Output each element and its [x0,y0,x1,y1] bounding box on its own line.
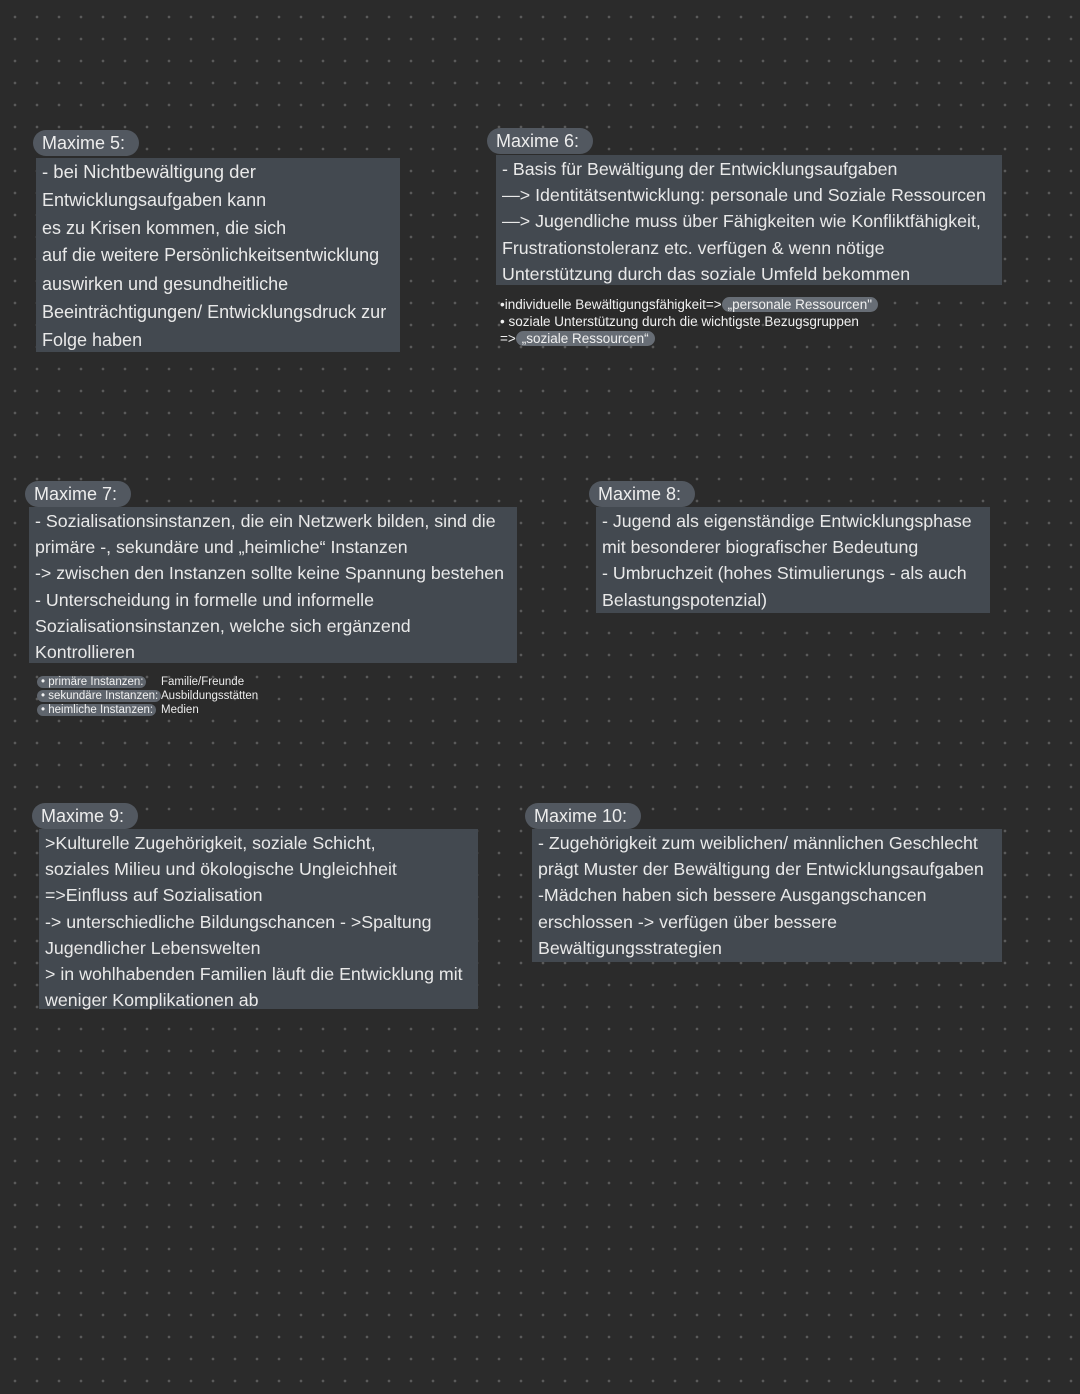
maxim5-line: Folge haben [42,330,143,351]
maxim6-note-3 [500,330,878,347]
maxim9-title: Maxime 9: [32,803,138,829]
maxim5-body [36,158,400,352]
maxim8-title: Maxime 8: [589,481,695,507]
maxim6-line: - Basis für Bewältigung der Entwicklungsaufgaben [502,159,898,179]
maxim6-line: Frustrationstoleranz etc. verfügen & wenn nötige [502,237,885,258]
instance-key: • sekundäre Instanzen: [37,690,161,702]
maxim6-line: —> Identitätsentwicklung: personale und Soziale Ressourcen [502,185,986,206]
maxim9-body [39,829,478,1009]
maxim9-line: -> unterschiedliche Bildungschancen - >Spaltung [45,911,432,932]
maxim9-line: Jugendlicher Lebenswelten [45,937,261,958]
instance-key: • heimliche Instanzen: [37,704,156,716]
maxim9-line: weniger Komplikationen ab [45,990,259,1011]
instance-value: Familie/Freunde [161,676,245,688]
instance-value: Ausbildungsstätten [161,690,259,702]
instance-row [37,703,258,717]
maxim6-title: Maxime 6: [487,128,593,154]
maxim7-line: - Sozialisationsinstanzen, die ein Netzwerk bilden, sind die [35,511,496,531]
maxim5-line: auswirken und gesundheitliche [42,274,289,295]
maxim9-line: >Kulturelle Zugehörigkeit, soziale Schicht, [45,833,376,853]
maxim6-note-2: • soziale Unterstützung durch die wichtigste Bezugsgruppen [500,314,859,329]
maxim8-line: mit besonderer biografischer Bedeutung [602,537,919,558]
maxim7-line: Sozialisationsinstanzen, welche sich ergänzend [35,615,411,636]
maxim6-note-1 [500,296,878,313]
maxim7-body [29,507,517,663]
instance-row [37,675,258,689]
maxim9-line: soziales Milieu und ökologische Ungleichheit [45,859,397,880]
maxim10-line: prägt Muster der Bewältigung der Entwicklungsaufgaben [538,859,984,880]
maxim6-body [496,155,1002,285]
instance-key: • primäre Instanzen: [37,676,146,688]
maxim8-line: Belastungspotenzial) [602,589,768,610]
instance-row [37,689,258,703]
maxim5-line: Entwicklungsaufgaben kann [42,190,267,211]
personale-ressourcen-tag: „personale Ressourcen" [722,297,878,312]
maxim6-line: —> Jugendliche muss über Fähigkeiten wie Konfliktfähigkeit, [502,211,981,232]
maxim10-line: erschlossen -> verfügen über bessere [538,911,837,932]
maxim9-line: > in wohlhabenden Familien läuft die Entwicklung mit [45,964,463,985]
maxim6-line: Unterstützung durch das soziale Umfeld bekommen [502,263,911,284]
note-text: => [500,331,516,346]
maxim7-instances [37,675,258,717]
maxim5-title: Maxime 5: [33,130,139,156]
maxim7-line: - Unterscheidung in formelle und informelle [35,589,374,610]
maxim8-line: - Umbruchzeit (hohes Stimulierungs - als auch [602,563,967,584]
maxim10-line: Bewältigungsstrategien [538,937,722,958]
maxim5-line: es zu Krisen kommen, die sich [42,218,287,239]
instance-value: Medien [161,704,199,716]
maxim8-line: - Jugend als eigenständige Entwicklungsphase [602,511,972,531]
maxim5-line: auf die weitere Persönlichkeitsentwicklung [42,245,380,266]
maxim10-body [532,829,1002,962]
note-text: •individuelle Bewältigungsfähigkeit=> [500,297,722,312]
maxim7-line: primäre -, sekundäre und „heimliche“ Instanzen [35,537,408,558]
maxim5-line: - bei Nichtbewältigung der [42,161,256,182]
maxim10-line: - Zugehörigkeit zum weiblichen/ männlichen Geschlecht [538,833,978,853]
maxim7-line: -> zwischen den Instanzen sollte keine Spannung bestehen [35,563,505,584]
soziale-ressourcen-tag: „soziale Ressourcen“ [516,331,655,346]
maxim7-title: Maxime 7: [25,481,131,507]
maxim5-line: Beeinträchtigungen/ Entwicklungsdruck zur [42,302,387,323]
maxim7-line: Kontrollieren [35,642,135,663]
maxim9-line: =>Einfluss auf Sozialisation [45,885,263,906]
maxim10-title: Maxime 10: [525,803,641,829]
maxim10-line: -Mädchen haben sich bessere Ausgangschancen [538,885,927,906]
maxim8-body [596,507,990,613]
maxim6-notes [500,296,878,347]
